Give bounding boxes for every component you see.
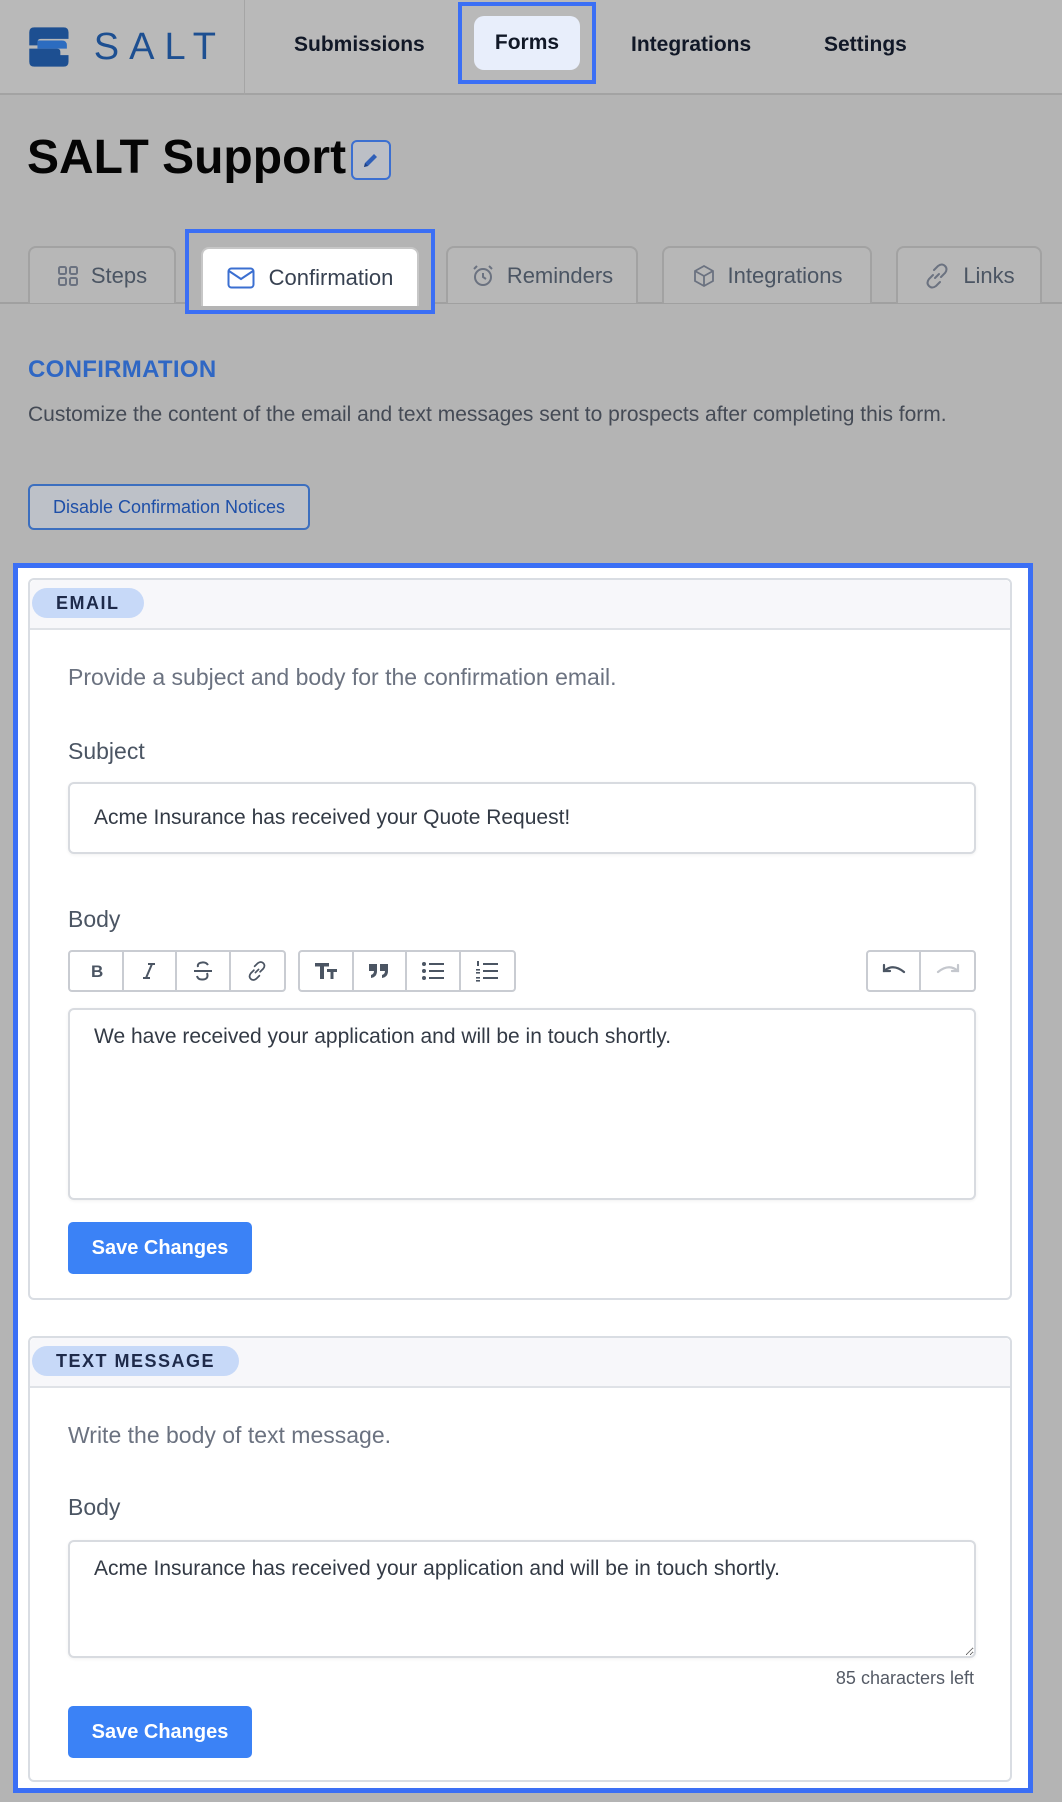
undo-button[interactable] (868, 952, 921, 990)
heading-icon (314, 961, 338, 981)
link-icon (923, 262, 951, 290)
nav-settings[interactable]: Settings (824, 33, 907, 56)
history-group (866, 950, 976, 992)
nav-forms[interactable]: Forms (474, 16, 580, 70)
nav-divider (244, 0, 245, 95)
italic-button[interactable] (124, 952, 178, 990)
email-card (28, 578, 1012, 1300)
email-body-editor[interactable]: We have received your application and will be in touch shortly. (68, 1008, 976, 1200)
sms-save-button[interactable]: Save Changes (68, 1706, 252, 1758)
tab-confirmation-highlight (185, 229, 435, 314)
confirmation-description: Customize the content of the email and text messages sent to prospects after completing this form. (28, 403, 947, 426)
brand-name: SALT (93, 25, 226, 68)
italic-icon (141, 962, 157, 980)
cube-icon (692, 264, 716, 288)
nav-forms-highlight (458, 2, 596, 84)
salt-logo-icon (26, 19, 72, 75)
bullet-list-icon (421, 961, 445, 981)
redo-icon (935, 963, 961, 979)
bold-button[interactable] (70, 952, 124, 990)
confirmation-title: CONFIRMATION (28, 356, 217, 383)
redo-button[interactable] (921, 952, 974, 990)
text-message-card (28, 1336, 1012, 1782)
email-hint: Provide a subject and body for the confirmation email. (68, 664, 617, 690)
tab-reminders[interactable] (446, 246, 638, 303)
tab-links-label: Links (963, 262, 1015, 288)
pencil-icon (362, 151, 380, 169)
tab-integrations[interactable] (662, 246, 872, 303)
link-button[interactable] (231, 952, 284, 990)
salt-logo[interactable] (26, 18, 226, 76)
numbered-list-icon (475, 960, 499, 982)
email-badge: EMAIL (32, 588, 144, 618)
undo-icon (881, 963, 907, 979)
tab-confirmation[interactable] (201, 247, 419, 306)
link-icon (246, 960, 268, 982)
sms-body-textarea[interactable] (68, 1540, 976, 1658)
format-group (68, 950, 286, 992)
email-card-header (30, 580, 1010, 630)
subject-label: Subject (68, 738, 145, 764)
quote-button[interactable] (354, 952, 408, 990)
quote-icon (368, 963, 390, 979)
body-label: Body (68, 906, 121, 932)
grid-icon (57, 265, 79, 287)
text-message-hint: Write the body of text message. (68, 1422, 392, 1448)
disable-confirmation-button[interactable]: Disable Confirmation Notices (28, 484, 310, 530)
text-message-card-header (30, 1338, 1010, 1388)
envelope-icon (227, 267, 255, 289)
sms-body-label: Body (68, 1494, 121, 1520)
alarm-clock-icon (471, 264, 495, 288)
tab-confirmation-label: Confirmation (268, 264, 394, 290)
bullet-list-button[interactable] (407, 952, 461, 990)
svg-text:B: B (90, 962, 104, 980)
tab-integrations-label: Integrations (727, 262, 843, 288)
nav-submissions[interactable]: Submissions (294, 33, 425, 56)
subject-input[interactable] (68, 782, 976, 854)
heading-button[interactable] (300, 952, 354, 990)
nav-integrations[interactable]: Integrations (631, 33, 752, 56)
strikethrough-icon (192, 961, 214, 981)
rich-text-toolbar (68, 950, 976, 992)
top-nav (0, 0, 1062, 95)
tab-reminders-label: Reminders (506, 262, 614, 288)
strikethrough-button[interactable] (177, 952, 231, 990)
block-group (298, 950, 516, 992)
tab-steps[interactable] (28, 246, 176, 303)
bold-icon (88, 962, 104, 980)
characters-left: 85 characters left (835, 1668, 974, 1688)
tab-links[interactable] (896, 246, 1042, 303)
page-title: SALT Support (27, 131, 347, 184)
email-save-button[interactable]: Save Changes (68, 1222, 252, 1274)
text-message-badge: TEXT MESSAGE (32, 1346, 239, 1376)
tab-steps-label: Steps (90, 262, 148, 288)
numbered-list-button[interactable] (461, 952, 514, 990)
edit-title-button[interactable] (351, 140, 391, 180)
